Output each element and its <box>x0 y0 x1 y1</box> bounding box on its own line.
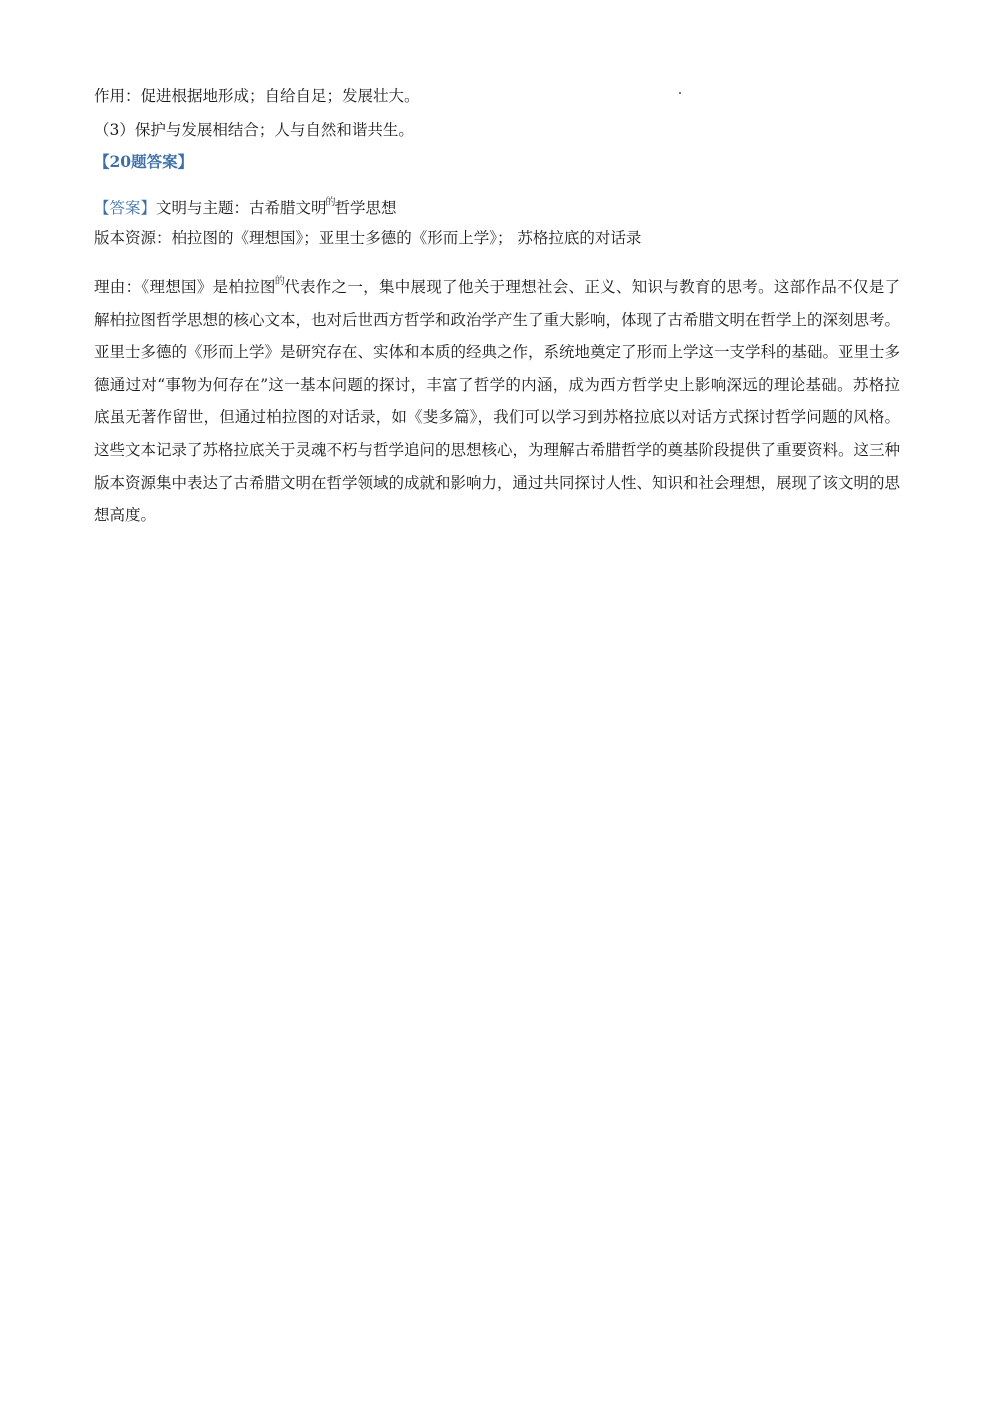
question-20-header: 【20题答案】 <box>94 152 194 171</box>
role-line: 作用：促进根据地形成；自给自足；发展壮大。 <box>94 87 420 105</box>
answer-tag: 【答案】 <box>94 199 157 217</box>
reason-paragraph <box>94 266 900 532</box>
reason-part-b: 代表作之一，集中展现了他关于理想社会、正义、知识与教育的思考。这部作品不仅是了解柏拉图哲学思想的核心文本，也对后世西方哲学和政治学产生了重大影响，体现了古希腊文明在哲学上的深刻思考。亚里士多德的《形而上学》是研究存在、实体和本质的经典之作，系统地奠定了形而上学这一支学科的基础。亚里士多德通过对“事物为何存在”这一基本问题的探讨，丰富了哲学的内涵，成为西方哲学史上影响深远的理论基础。苏格拉底虽无著作留世，但通过柏拉图的对话录，如《斐多篇》，我们可以学习到苏格拉底以对话方式探讨哲学问题的风格。这些文本记录了苏格拉底关于灵魂不朽与哲学追问的思想核心，为理解古希腊哲学的奠基阶段提供了重要资料。这三种版本资源集中表达了古希腊文明在哲学领域的成就和影响力，通过共同探讨人性、知识和社会理想，展现了该文明的思想高度。 <box>94 278 901 525</box>
answer-text-b: 哲学思想 <box>334 199 397 217</box>
versions-line: 版本资源：柏拉图的《理想国》；亚里士多德的《形而上学》； 苏格拉底的对话录 <box>94 229 642 247</box>
stray-mark <box>679 92 681 94</box>
reason-de-superscript: 的 <box>274 276 286 287</box>
answer-de-superscript: 的 <box>325 197 336 208</box>
answer-line <box>94 193 397 218</box>
answer-text-a: 文明与主题：古希腊文明 <box>156 199 327 217</box>
reason-part-a: 理由：《理想国》是柏拉图 <box>94 278 276 296</box>
item-3-line: （3）保护与发展相结合；人与自然和谐共生。 <box>94 121 414 139</box>
